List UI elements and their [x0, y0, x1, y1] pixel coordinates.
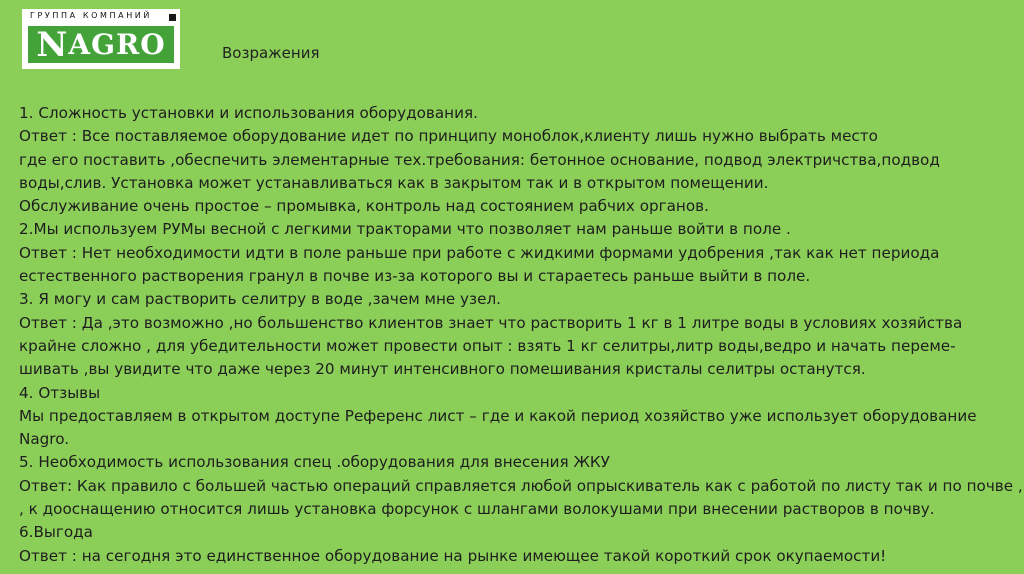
text-line: Ответ : Нет необходимости идти в поле раньше при работе с жидкими формами удобрения ,так как нет периода	[19, 243, 940, 262]
text-line: где его поставить ,обеспечить элементарные тех.требования: бетонное основание, подвод электричства,подвод	[19, 150, 940, 169]
logo-corner-mark	[169, 14, 176, 21]
text-line: Обслуживание очень простое – промывка, контроль над состоянием рабчих органов.	[19, 197, 709, 216]
text-line: 5. Необходимость использования спец .оборудования для внесения ЖКУ	[19, 453, 610, 472]
page-title: Возражения	[222, 44, 320, 62]
text-line: 4. Отзывы	[19, 383, 101, 402]
text-line: 6.Выгода	[19, 523, 93, 542]
text-line: 1. Сложность установки и использования оборудования.	[19, 104, 478, 122]
text-line: Мы предоставляем в открытом доступе Референс лист – где и какой период хозяйство уже использует оборудование	[19, 406, 977, 425]
text-line: Ответ : Да ,это возможно ,но большенство клиентов знает что растворить 1 кг в 1 литре воды в условиях хозяйства	[19, 313, 963, 332]
text-line: 3. Я могу и сам растворить селитру в воде ,зачем мне узел.	[19, 290, 501, 309]
nagro-logo	[22, 9, 180, 69]
logo-group-label: ГРУППА КОМПАНИЙ	[30, 11, 152, 20]
objections-text	[19, 102, 1023, 568]
text-line: Ответ : на сегодня это единственное оборудование на рынке имеющее такой короткий срок окупаемости!	[19, 546, 887, 565]
text-line: Ответ: Как правило с большей частью операций справляется любой опрыскиватель как с работой по листу так и по почве ,	[19, 476, 1023, 495]
text-line: крайне сложно , для убедительности может провести опыт : взять 1 кг селитры,литр воды,ведро и начать переме-	[19, 336, 956, 355]
text-line: Nagro.	[19, 430, 70, 449]
text-line: шивать ,вы увидите что даже через 20 минут интенсивного помешивания кристалы селитры останутся.	[19, 360, 866, 379]
text-line: естественного растворения гранул в почве из-за которого вы и стараетесь раньше выйти в поле.	[19, 267, 811, 286]
logo-brand-rest: AGRO	[68, 27, 166, 61]
logo-brand-first-letter: N	[36, 24, 69, 65]
logo-wordmark	[28, 26, 174, 63]
text-line: 2.Мы используем РУМы весной с легкими тракторами что позволяет нам раньше войти в поле .	[19, 220, 791, 239]
text-line: Ответ : Все поставляемое оборудование идет по принципу моноблок,клиенту лишь нужно выбрать место	[19, 127, 878, 146]
text-line: , к дооснащению относится лишь установка форсунок с шлангами волокушами при внесении растворов в почву.	[19, 500, 935, 519]
text-line: воды,слив. Установка может устанавливаться как в закрытом так и в открытом помещении.	[19, 173, 769, 192]
